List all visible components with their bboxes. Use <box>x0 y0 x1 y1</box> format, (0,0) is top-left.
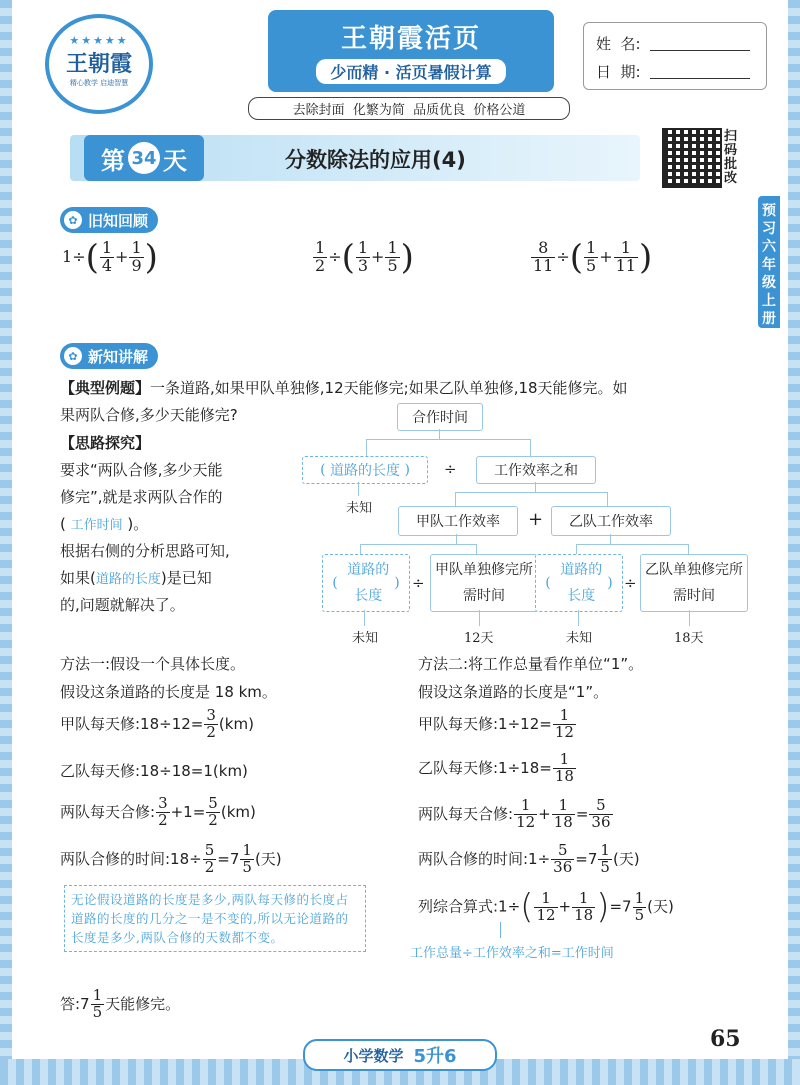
m1-a-den: 2 <box>206 722 216 741</box>
m1-both-mid: +1= <box>170 802 206 821</box>
node-team-b-efficiency: 乙队工作效率 <box>551 506 671 536</box>
review-q2: $\frac{1}{2}$ ÷( $\frac{1}{3}$ + $\frac{1}{5}$ ) <box>315 237 414 278</box>
day-badge <box>84 135 204 181</box>
side-tab: 预习六年级上册 <box>758 196 780 328</box>
lesson-title: 分数除法的应用(4) <box>285 148 466 172</box>
page-border-right <box>788 0 800 1085</box>
m2-formula-text: 列综合算式:1÷ <box>418 897 521 916</box>
date-label: 日 期: <box>596 63 641 81</box>
m1-time-text: 两队合修的时间:18÷ <box>60 849 202 868</box>
m1-time-unit: (天) <box>254 849 282 868</box>
q2-b-num: 1 <box>387 238 398 257</box>
q3-b-den: 11 <box>615 255 636 275</box>
m1-both-text: 两队每天合修: <box>60 802 156 821</box>
node-root: 合作时间 <box>397 403 483 431</box>
m1-a-num: 3 <box>206 706 216 724</box>
method2-a-day <box>418 708 577 741</box>
arrow-4 <box>689 610 690 626</box>
logo-badge <box>45 14 153 114</box>
page-number: 65 <box>710 1026 741 1052</box>
m1-answer-num: 1 <box>92 986 103 1004</box>
formula-arrow <box>500 922 501 938</box>
review-q3: $\frac{8}{11}$ ÷( $\frac{1}{5}$ + $\frac{1}{11}$ ) <box>533 237 653 278</box>
blank-work-time: 工作时间 <box>70 518 123 533</box>
method2-b-day <box>418 752 577 785</box>
edge-root-left <box>366 439 367 456</box>
day-suffix: 天 <box>163 146 187 175</box>
method1-answer <box>60 988 180 1021</box>
brand-subtitle: 少而精 · 活页暑假计算 <box>316 59 505 84</box>
m2-both-eq: = <box>575 804 589 823</box>
m1-time-den: 2 <box>204 857 215 876</box>
node-total-efficiency: 工作效率之和 <box>476 456 596 484</box>
medal-icon: ✿ <box>64 211 82 229</box>
q2-b-den: 5 <box>387 255 398 275</box>
arrow-1 <box>364 610 365 626</box>
medal-icon: ✿ <box>64 347 82 365</box>
method2-formula: 列综合算式:1÷( $\frac{1}{12}$ + $\frac{1}{18}$ )=7 $\frac{1}{5}$ (天) <box>418 887 674 927</box>
q2-lead-den: 2 <box>315 255 326 275</box>
m2-a-den: 12 <box>554 722 574 741</box>
review-pill <box>60 207 158 233</box>
edge-eff-left <box>455 492 456 506</box>
page-border-left <box>0 0 12 1085</box>
q2-lead-num: 1 <box>315 238 326 257</box>
label-unknown-top: 未知 <box>346 501 373 516</box>
edge-b-down <box>610 534 611 544</box>
brand-title: 王朝霞活页 <box>340 24 481 54</box>
blank-road-length: 道路的长度 <box>95 572 161 587</box>
m2-both-plus: + <box>538 804 551 823</box>
new-knowledge-label: 新知讲解 <box>88 347 149 366</box>
q3-b-num: 1 <box>614 240 638 258</box>
m1-time-num: 5 <box>204 841 215 859</box>
m1-time-fden: 5 <box>242 857 252 876</box>
m2-both-num2: 1 <box>552 798 575 815</box>
q2-a-num: 1 <box>357 238 369 257</box>
node-a-time: 甲队单独修完所需时间 <box>430 554 538 612</box>
m2-time-fden: 5 <box>600 857 610 876</box>
arrow-3 <box>578 610 579 626</box>
q3-lead-num: 8 <box>531 240 555 258</box>
m2-f-den1: 12 <box>536 905 556 924</box>
date-field[interactable] <box>650 78 750 79</box>
example-line-1 <box>60 377 628 398</box>
m2-f-den2: 18 <box>574 905 594 924</box>
method1-assume: 假设这条道路的长度是 18 km。 <box>60 683 277 701</box>
example-text-1: 一条道路,如果甲队单独修,12天能修完;如果乙队单独修,18天能修完。如 <box>150 379 628 397</box>
example-tag: 【典型例题】 <box>60 379 151 397</box>
method1-title: 方法一:假设一个具体长度。 <box>60 655 246 673</box>
edge-a-h <box>360 544 476 545</box>
q1-a-den: 4 <box>101 255 113 275</box>
edge-a-down <box>456 534 457 544</box>
q1-lead: 1 <box>62 246 73 266</box>
thinking-line-4: 根据右侧的分析思路可知, <box>60 542 230 560</box>
m2-f-plus: + <box>558 897 572 916</box>
edge-eff-down <box>535 482 536 492</box>
day-prefix: 第 <box>101 146 125 175</box>
m1-both-num2: 5 <box>208 794 218 812</box>
method1-b-day: 乙队每天修:18÷18=1(km) <box>60 762 248 780</box>
m2-both-text: 两队每天合修: <box>418 804 514 823</box>
m2-b-num: 1 <box>553 752 576 769</box>
op-divide-1: ÷ <box>444 460 457 478</box>
m2-time-num: 5 <box>551 843 574 860</box>
qr-code[interactable] <box>662 128 722 188</box>
brand-banner <box>268 10 554 92</box>
footer-bar <box>303 1039 497 1071</box>
footer-subject: 小学数学 <box>343 1046 404 1065</box>
q3-a-den: 5 <box>586 255 597 275</box>
edge-root-down <box>439 429 440 439</box>
q1-a-num: 1 <box>101 238 113 257</box>
q3-lead-den: 11 <box>533 255 554 275</box>
node-road-2: ( 道路的长度 ) <box>535 554 623 612</box>
name-field[interactable] <box>650 50 750 51</box>
op-plus: + <box>528 509 544 530</box>
thinking-5-pre: 如果( <box>60 569 96 587</box>
logo-subtext: 精心教学 启迪智慧 <box>69 79 129 87</box>
node-road-2-text: 道路的长度 <box>560 562 603 604</box>
method1-a-day <box>60 708 254 741</box>
logo-stars: ★★★★★ <box>69 34 129 47</box>
name-date-box <box>583 22 767 90</box>
node-team-a-efficiency: 甲队工作效率 <box>398 506 518 536</box>
logo-text: 王朝霞 <box>65 51 132 77</box>
edge-eff-h <box>455 492 607 493</box>
edge-root-h <box>366 439 530 440</box>
method1-both <box>60 796 256 829</box>
m1-both-den2: 2 <box>208 810 218 829</box>
thinking-tag: 【思路探究】 <box>60 434 151 452</box>
method2-both <box>418 798 614 831</box>
method2-assume: 假设这条道路的长度是“1”。 <box>418 683 609 701</box>
q1-b-den: 9 <box>131 255 142 275</box>
m2-f-eq: =7 <box>609 897 632 916</box>
node-b-time: 乙队单独修完所需时间 <box>640 554 748 612</box>
node-road-1: ( 道路的长度 ) <box>322 554 410 612</box>
m2-both-num1: 1 <box>514 798 537 815</box>
name-label: 姓 名: <box>596 35 641 53</box>
thinking-5-post: )是已知 <box>160 569 212 587</box>
edge-b-right <box>688 544 689 554</box>
node-road-1-text: 道路的长度 <box>347 562 390 604</box>
m1-both-den1: 2 <box>158 810 168 829</box>
node-road-length: ( 道路的长度 ) <box>302 456 428 484</box>
thinking-line-1: 要求“两队合修,多少天能 <box>60 461 223 479</box>
m1-both-num1: 3 <box>158 794 168 812</box>
m2-f-fden: 5 <box>634 905 645 924</box>
m2-a-day-text: 甲队每天修:1÷12= <box>418 714 552 733</box>
op-divide-3: ÷ <box>624 574 637 592</box>
m2-f-num1: 1 <box>534 891 557 908</box>
method2-time <box>418 843 640 876</box>
op-divide-2: ÷ <box>412 574 425 592</box>
review-label: 旧知回顾 <box>88 211 149 230</box>
new-knowledge-pill <box>60 343 158 369</box>
day-number: 34 <box>128 142 160 174</box>
m2-time-fnum: 1 <box>600 841 610 859</box>
edge-eff-right <box>607 492 608 506</box>
edge-road-down <box>358 482 359 496</box>
m1-answer-den: 5 <box>92 1002 103 1021</box>
method1-note: 无论假设道路的长度是多少,两队每天修的长度占道路的长度的几分之一是不变的,所以无论道路的长度是多少,两队合修的天数都不变。 <box>64 885 366 952</box>
method2-formula-note: 工作总量÷工作效率之和=工作时间 <box>410 946 614 961</box>
m1-answer-post: 天能修完。 <box>105 994 181 1013</box>
q2-a-den: 3 <box>357 255 369 275</box>
m2-f-fnum: 1 <box>634 888 645 907</box>
label-18-days: 18天 <box>674 631 704 646</box>
arrow-2 <box>479 610 480 626</box>
m2-both-num3: 5 <box>589 798 612 815</box>
method2-title: 方法二:将工作总量看作单位“1”。 <box>418 655 644 673</box>
m2-time-eq: =7 <box>575 849 598 868</box>
m2-a-num: 1 <box>553 708 576 725</box>
m1-answer-pre: 答:7 <box>60 994 90 1013</box>
m2-both-den1: 12 <box>516 812 536 831</box>
example-line-2: 果两队合修,多少天能修完? <box>60 406 238 424</box>
m2-time-text: 两队合修的时间:1÷ <box>418 849 551 868</box>
m1-time-fnum: 1 <box>242 841 252 859</box>
m2-b-day-text: 乙队每天修:1÷18= <box>418 758 552 777</box>
footer-grade: 5升6 <box>413 1046 457 1067</box>
edge-b-left <box>576 544 577 554</box>
node-road-length-text: 道路的长度 <box>330 463 400 479</box>
thinking-line-3: ( 工作时间 )。 <box>60 515 149 533</box>
label-unknown-1: 未知 <box>352 631 379 646</box>
edge-a-left <box>360 544 361 554</box>
m2-f-num2: 1 <box>572 891 595 908</box>
label-12-days: 12天 <box>464 631 494 646</box>
method1-time <box>60 843 282 876</box>
m2-b-den: 18 <box>554 766 574 785</box>
slogan: 去除封面 化繁为简 品质优良 价格公道 <box>248 97 570 120</box>
thinking-line-2: 修完”,就是求两队合作的 <box>60 488 223 506</box>
m1-both-unit: (km) <box>220 802 256 821</box>
thinking-line-5 <box>60 567 212 588</box>
m2-time-den: 36 <box>553 857 573 876</box>
edge-a-right <box>476 544 477 554</box>
scan-label: 扫码批改 <box>724 129 738 186</box>
m2-time-unit: (天) <box>612 849 640 868</box>
m2-both-den3: 36 <box>591 812 611 831</box>
q1-b-num: 1 <box>131 238 142 257</box>
label-unknown-2: 未知 <box>566 631 593 646</box>
edge-b-h <box>576 544 688 545</box>
m2-both-den2: 18 <box>553 812 573 831</box>
q3-a-num: 1 <box>586 238 597 257</box>
m1-a-day-text: 甲队每天修:18÷12= <box>60 714 204 733</box>
m1-a-unit: (km) <box>218 714 254 733</box>
m1-time-eq: =7 <box>217 849 240 868</box>
edge-root-right <box>530 439 531 456</box>
review-q1: 1÷( $\frac{1}{4}$ + $\frac{1}{9}$ ) <box>62 237 158 278</box>
m2-f-unit: (天) <box>647 897 674 916</box>
thinking-line-6: 的,问题就解决了。 <box>60 596 185 614</box>
